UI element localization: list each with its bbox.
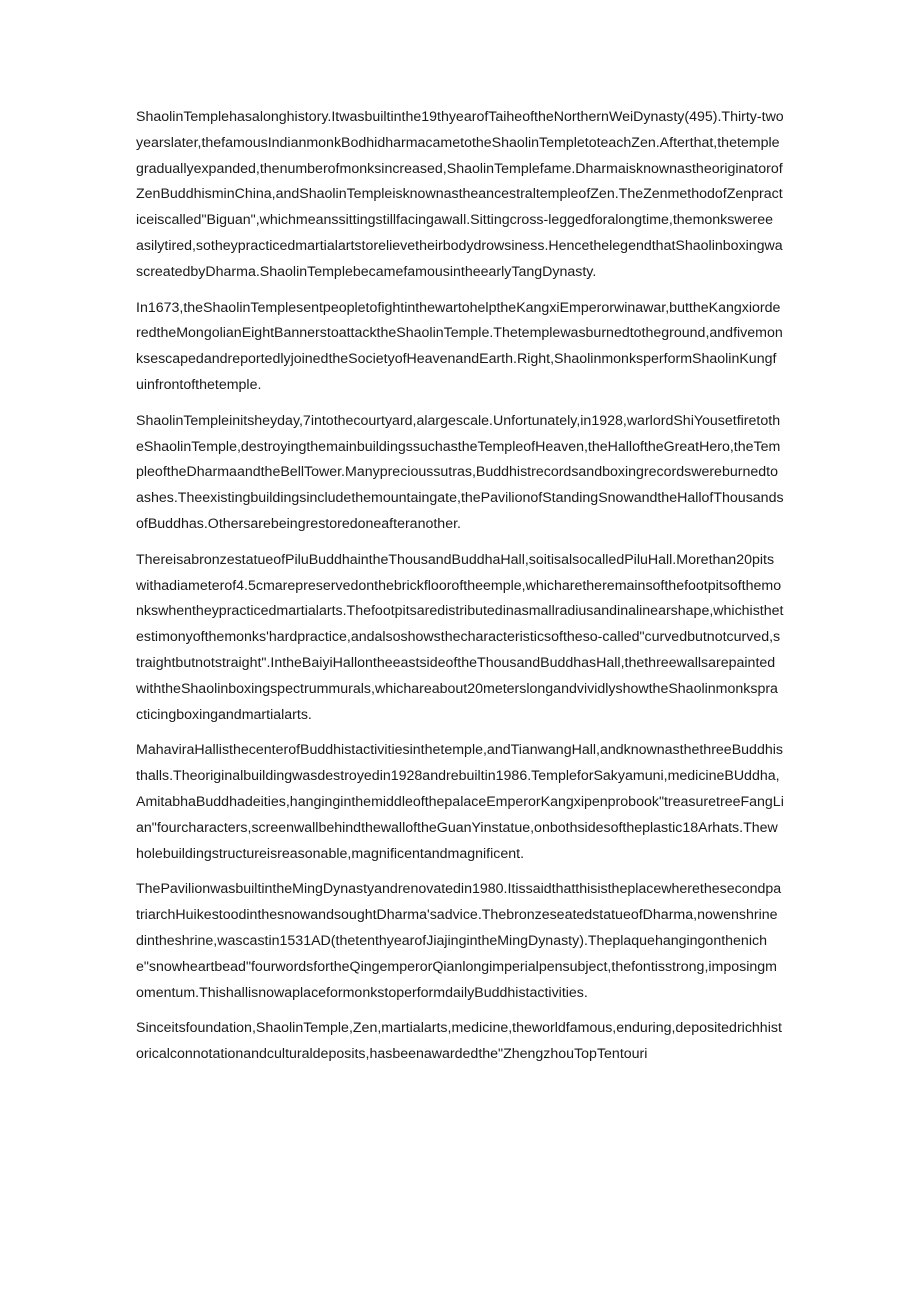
document-page <box>136 105 784 1078</box>
paragraph-mahavira-hall: MahaviraHallisthecenterofBuddhistactivitiesinthetemple,andTianwangHall,andknownasthethreeBuddhisthalls.Theoriginalbuildingwasdestroyedin1928andrebuiltin1986.TempleforSakyamuni,medicineBUddha,AmitabhaBuddhadeities,hanginginthemiddleofthepalaceEmperorKangxipenprobook"treasuretreeFangLian"fourcharacters,screenwallbehindthewalloftheGuanYinstatue,onbothsidesoftheplastic18Arhats.Thewholebuildingstructureisreasonable,magnificentandmagnificent. <box>136 742 784 862</box>
paragraph-history: ShaolinTemplehasalonghistory.Itwasbuiltinthe19thyearofTaiheoftheNorthernWeiDynasty(495).Thirty-twoyearslater,thefamousIndianmonkBodhidharmacametotheShaolinTempletoteachZen.Afterthat,thetemplegraduallyexpanded,thenumberofmonksincreased,ShaolinTemplefame.DharmaisknownastheoriginatorofZenBuddhisminChina,andShaolinTempleisknownastheancestraltempleofZen.TheZenmethodofZenpracticeiscalled"Biguan",whichmeanssittingstillfacingawall.Sittingcross-leggedforalongtime,themonksweree asilytired,sotheypracticedmartialartstorelievetheirbodydrowsiness.HencethelegendthatShaolinboxingwascreatedbyDharma.ShaolinTemplebecamefamousintheearlyTangDynasty. <box>136 109 784 280</box>
paragraph-pavilion: ThePavilionwasbuiltintheMingDynastyandrenovatedin1980.ItissaidthatthisistheplacewherethesecondpatriarchHuikestoodinthesnowandsoughtDharma'sadvice.ThebronzeseatedstatueofDharma,nowenshrinedintheshrine,wascastin1531AD(thetenthyearofJiajingintheMingDynasty).Theplaquehangingontheniche"snowheartbead"fourwordsfortheQingemperorQianlongimperialpensubject,thefontisstrong,imposingmomentum.ThishallisnowaplaceformonkstoperformdailyBuddhistactivities. <box>136 881 782 1001</box>
paragraph-foundation: Sinceitsfoundation,ShaolinTemple,Zen,martialarts,medicine,theworldfamous,enduring,depositedrichhistoricalconnotationandculturaldeposits,hasbeenawardedthe"ZhengzhouTopTentouri <box>136 1020 782 1063</box>
paragraph-kangxi: In1673,theShaolinTemplesentpeopletofightinthewartohelptheKangxiEmperorwinawar,buttheKangxiorderedtheMongolianEightBannerstoattacktheShaolinTemple.Thetemplewasburnedtotheground,andfivemonksescapedandreportedlyjoinedtheSocietyofHeavenandEarth.Right,ShaolinmonksperformShaolinKungfuinfrontofthetemple. <box>136 299 783 393</box>
paragraph-heyday: ShaolinTempleinitsheyday,7intothecourtyard,alargescale.Unfortunately,in1928,warlordShiYousetfiretotheShaolinTemple,destroyingthemainbuildingssuchastheTempleofHeaven,theHalloftheGreatHero,theTempleoftheDharmaandtheBellTower.Manyprecioussutras,Buddhistrecordsandboxingrecordswereburnedtoashes.Theexistingbuildingsincludethemountaingate,thePavilionofStandingSnowandtheHallofThousandsofBuddhas.Othersarebeingrestoredoneafteranother. <box>136 412 784 532</box>
paragraph-pilu-hall: TherеisabronzestatueofPiluBuddhaintheThousandBuddhaHall,soitisalsocalledPiluHall.Morethan20pitswithadiameterof4.5cmarepreservedonthebrickflooroftheemple,whicharetheremainsofthefootpitsofthemonkswhentheypracticedmartialarts.Thefootpitsaredistributedinasmallradiusandinalinearshape,whichisthetestimonyofthemonks'hardpractice,andalsoshowsthecharacteristicsoftheso-called"curvedbutnotcurved,straightbutnotstraight".IntheBaiyiHallontheeastsideoftheThousandBuddhasHall,thethreewallsarepaintedwiththeShaolinboxingspectrummurals,whichareabout20meterslongandvividlyshowtheShaolinmonkspracticingboxingandmartialarts. <box>136 551 784 723</box>
